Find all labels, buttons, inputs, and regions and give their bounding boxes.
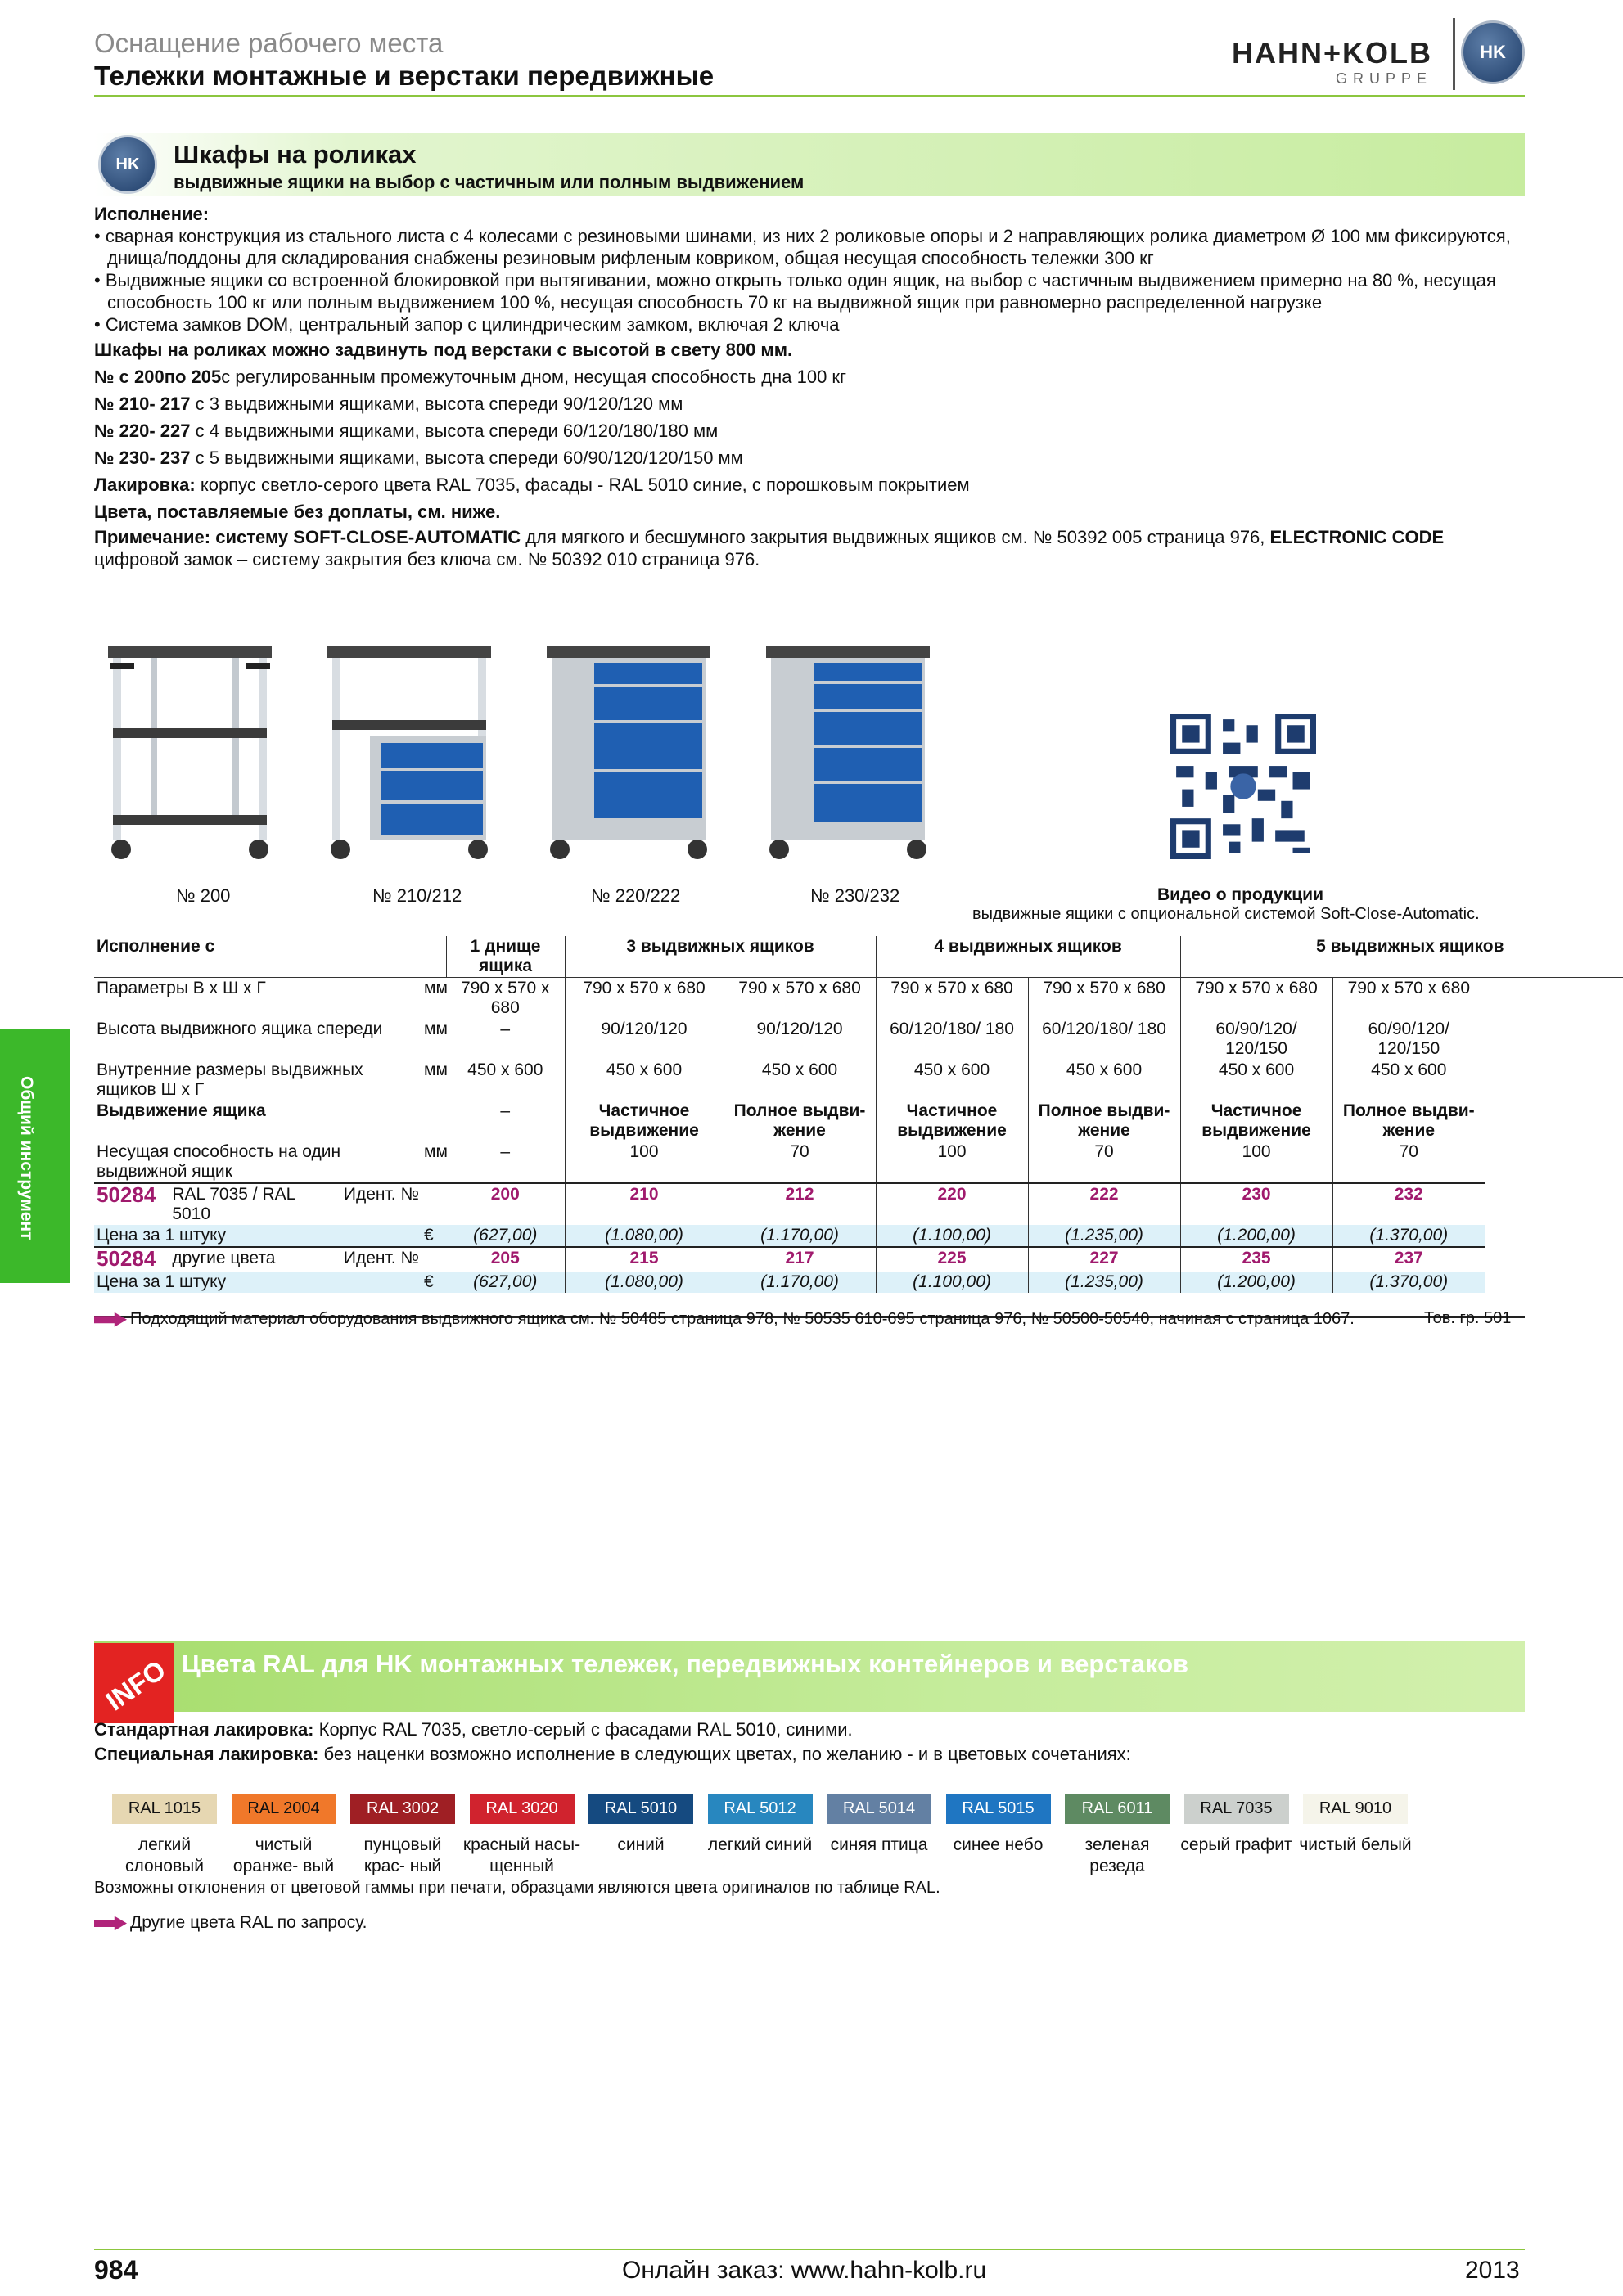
finish-text: корпус светло-серого цвета RAL 7035, фасады - RAL 5010 синие, с порошковым покрытием (195, 475, 970, 495)
spec-table (94, 936, 1623, 1293)
color-swatch-name: чистый белый (1299, 1835, 1412, 1854)
description (94, 203, 1522, 570)
product-caption: № 210/212 (372, 885, 462, 906)
table-cell: 450 x 600 (467, 1060, 543, 1079)
deviation-note: Возможны отклонения от цветовой гаммы при печати, образцами являются цвета оригиналов по таблице RAL. (94, 1879, 940, 1897)
ident-number[interactable]: 237 (1332, 1247, 1485, 1272)
ident-label: Идент. № (343, 1185, 419, 1204)
table-cell: 450 x 600 (724, 1060, 876, 1101)
colors-note: Цвета, поставляемые без доплаты, см. ниже. (94, 502, 501, 522)
ident-number[interactable]: 210 (565, 1183, 724, 1225)
table-row (94, 1060, 1623, 1101)
color-swatch-name: чистый оранже- вый (232, 1835, 335, 1875)
bullet-item: • Система замков DOM, центральный запор с цилиндрическим замком, включая 2 ключа (94, 314, 840, 335)
article-row (94, 1183, 1623, 1225)
product-caption: № 220/222 (591, 885, 681, 906)
article-cell (94, 1247, 422, 1272)
ident-number[interactable]: 235 (1180, 1247, 1332, 1272)
ident-number[interactable]: 205 (446, 1247, 565, 1272)
product-caption: № 230/232 (810, 885, 900, 906)
bullet-text: Выдвижные ящики со встроенной блокировкой при вытягивании, можно открыть только один ящик, на выбор с частичным выдвижением примерно на 80 %, несущая способность 100 кг или полным выдвижением 100 %, несущая способность 70 кг на выдвижной ящик при равномерно распределенной нагрузке (105, 270, 1496, 313)
paint-standard-text: Корпус RAL 7035, светло-серый с фасадами RAL 5010, синими. (313, 1719, 853, 1740)
price-cell: (1.080,00) (565, 1272, 724, 1293)
table-cell: – (500, 1101, 511, 1120)
price-cell: (627,00) (446, 1272, 565, 1293)
variant-number: № 230- 237 (94, 448, 191, 468)
color-variant: другие цвета (172, 1249, 276, 1267)
color-swatch: RAL 1015 (112, 1794, 217, 1824)
footer-divider (94, 2249, 1525, 2250)
unit-cell: мм (424, 1020, 448, 1038)
ident-number[interactable]: 225 (876, 1247, 1028, 1272)
table-cell: Полное выдви- жение (1028, 1101, 1180, 1141)
table-cell: 90/120/120 (724, 1019, 876, 1060)
article-cell (94, 1183, 422, 1225)
header-cell: 3 выдвижных ящиков (565, 936, 876, 978)
other-colors-note (94, 1913, 367, 1933)
product-image-cart-shelves (101, 638, 282, 867)
table-cell: 100 (565, 1141, 724, 1183)
table-cell: 790 x 570 x 680 (876, 978, 1028, 1020)
color-swatch-name: синий (617, 1835, 665, 1854)
header-cell: Исполнение с (94, 936, 446, 978)
variant-number: № 220- 227 (94, 421, 191, 441)
color-swatch-name: зеленая резеда (1084, 1835, 1150, 1875)
price-cell: (1.235,00) (1028, 1225, 1180, 1247)
finish-line (94, 474, 1522, 496)
ident-number[interactable]: 217 (724, 1247, 876, 1272)
price-row (94, 1272, 1623, 1293)
table-cell: 90/120/120 (565, 1019, 724, 1060)
footnote-text[interactable]: Подходящий материал оборудования выдвижного ящика см. № 50485 страница 978, № 50535 610-695 страница 976, № 50500-50540, начиная с страница 1067. (130, 1310, 1355, 1328)
product-caption: № 200 (176, 885, 231, 906)
color-swatch: RAL 7035 (1184, 1794, 1289, 1824)
color-swatch-name: легкий слоновый (125, 1835, 204, 1875)
table-cell: Частичное выдвижение (1180, 1101, 1332, 1141)
remark-text-2: цифровой замок – систему закрытия без ключа см. № 50392 010 страница 976. (94, 549, 760, 569)
remark (94, 526, 1522, 570)
table-cell: 60/120/180/ 180 (876, 1019, 1028, 1060)
table-header-row (94, 936, 1623, 978)
table-cell: 790 x 570 x 680 (565, 978, 724, 1020)
paint-special-label: Специальная лакировка: (94, 1744, 319, 1764)
price-cell: (1.170,00) (724, 1225, 876, 1247)
variant-text: с 4 выдвижными ящиками, высота спереди 60/120/180/180 мм (190, 421, 719, 441)
table-cell: – (500, 1020, 511, 1038)
fit-note: Шкафы на роликах можно задвинуть под верстаки с высотой в свету 800 мм. (94, 340, 793, 360)
table-cell: 450 x 600 (565, 1060, 724, 1101)
variant-number: № 210- 217 (94, 394, 191, 414)
color-swatch-name: легкий синий (707, 1835, 813, 1854)
bullet-text: сварная конструкция из стального листа с 4 колесами с резиновыми шинами, из них 2 роликовые опоры и 2 направляющих ролика диаметром Ø 100 мм фиксируются, днища/поддоны для складирования снабжены резиновым рифленым ковриком, общая несущая способность тележки 300 кг (105, 226, 1511, 268)
color-variant: RAL 7035 / RAL 5010 (172, 1185, 295, 1223)
product-image-cart-4-drawers (540, 638, 720, 867)
logo-divider (1453, 18, 1455, 90)
ident-number[interactable]: 222 (1028, 1183, 1180, 1225)
color-swatch-name: синее небо (953, 1835, 1044, 1854)
article-number: 50284 (97, 1246, 156, 1271)
header-cell: 4 выдвижных ящиков (876, 936, 1180, 978)
price-cell: (1.370,00) (1332, 1272, 1485, 1293)
color-swatch-name: серый графит (1180, 1835, 1292, 1854)
table-cell: 60/90/120/ 120/150 (1332, 1019, 1485, 1060)
price-row (94, 1225, 1623, 1247)
paint-standard (94, 1718, 1525, 1740)
color-swatch: RAL 5012 (708, 1794, 813, 1824)
variant-line (94, 420, 1522, 442)
brand-logo-text: HAHN+KOLB (1232, 36, 1433, 70)
section-label: Оснащение рабочего места (94, 28, 444, 58)
row-label: Несущая способность на один выдвижной ящик (97, 1142, 341, 1181)
table-cell: 70 (1028, 1141, 1180, 1183)
ident-number[interactable]: 232 (1332, 1183, 1485, 1225)
arrow-right-icon (94, 1312, 127, 1327)
table-row (94, 1141, 1623, 1183)
color-swatch: RAL 2004 (232, 1794, 336, 1824)
price-cell: (627,00) (446, 1225, 565, 1247)
section-title: Шкафы на роликах (174, 140, 417, 169)
row-label: Цена за 1 штуку (94, 1272, 422, 1293)
color-swatch: RAL 6011 (1065, 1794, 1170, 1824)
ident-number[interactable]: 200 (446, 1183, 565, 1225)
finish-label: Лакировка: (94, 475, 196, 495)
qr-code-icon[interactable] (1170, 714, 1316, 859)
table-cell: 60/90/120/ 120/150 (1180, 1019, 1332, 1060)
online-order-link[interactable]: Онлайн заказ: www.hahn-kolb.ru (622, 2257, 987, 2284)
table-cell: 100 (1180, 1141, 1332, 1183)
row-label: Высота выдвижного ящика спереди (97, 1020, 383, 1038)
ident-number[interactable]: 220 (876, 1183, 1028, 1225)
table-cell: Частичное выдвижение (876, 1101, 1028, 1141)
variant-text: с регулированным промежуточным дном, несущая способность дна 100 кг (221, 367, 847, 387)
remark-label-2: ELECTRONIC CODE (1269, 527, 1445, 547)
row-label: Выдвижение ящика (97, 1101, 266, 1120)
remark-text: для мягкого и бесшумного закрытия выдвижных ящиков см. № 50392 005 страница 976, (521, 527, 1270, 547)
brand-logo-icon: HK (1461, 20, 1525, 84)
section-logo-icon: HK (98, 135, 157, 194)
product-image-cart-3-drawers (321, 638, 501, 867)
product-group: Тов. гр. 501 (1424, 1309, 1512, 1327)
description-heading: Исполнение: (94, 204, 210, 224)
table-row (94, 1019, 1623, 1060)
table-cell: Частичное выдвижение (565, 1101, 724, 1141)
table-cell: 100 (876, 1141, 1028, 1183)
info-title: Цвета RAL для HK монтажных тележек, передвижных контейнеров и верстаков (182, 1650, 1189, 1678)
color-swatch: RAL 3002 (350, 1794, 455, 1824)
article-row (94, 1247, 1623, 1272)
variant-line (94, 393, 1522, 415)
header-cell: 5 выдвижных ящиков (1180, 936, 1623, 978)
color-swatch: RAL 5010 (588, 1794, 693, 1824)
brand-logo-subtext: GRUPPE (1336, 70, 1433, 87)
price-cell: (1.200,00) (1180, 1225, 1332, 1247)
table-row (94, 978, 1623, 1020)
currency-cell: € (422, 1225, 446, 1247)
table-cell: 60/120/180/ 180 (1028, 1019, 1180, 1060)
table-cell: 450 x 600 (1332, 1060, 1485, 1101)
paint-standard-label: Стандартная лакировка: (94, 1719, 314, 1740)
table-cell: 790 x 570 x 680 (1028, 978, 1180, 1020)
article-number: 50284 (97, 1182, 156, 1207)
unit-cell: мм (424, 979, 448, 997)
other-colors-text: Другие цвета RAL по запросу. (130, 1913, 367, 1932)
row-label: Внутренние размеры выдвижных ящиков Ш x Г (97, 1060, 363, 1099)
price-cell: (1.370,00) (1332, 1225, 1485, 1247)
section-subtitle: выдвижные ящики на выбор с частичным или полным выдвижением (174, 172, 805, 192)
page-title: Тележки монтажные и верстаки передвижные (94, 61, 715, 91)
price-cell: (1.200,00) (1180, 1272, 1332, 1293)
color-swatch: RAL 5015 (946, 1794, 1051, 1824)
color-swatch: RAL 9010 (1303, 1794, 1408, 1824)
row-label: Цена за 1 штуку (94, 1225, 422, 1247)
page-number: 984 (94, 2255, 138, 2285)
ident-number[interactable]: 230 (1180, 1183, 1332, 1225)
ident-label: Идент. № (343, 1249, 419, 1267)
ident-number[interactable]: 212 (724, 1183, 876, 1225)
price-cell: (1.100,00) (876, 1225, 1028, 1247)
paint-special (94, 1743, 1525, 1765)
catalog-year: 2013 (1465, 2257, 1520, 2284)
video-title: Видео о продукции (1157, 885, 1323, 904)
color-swatch: RAL 5014 (827, 1794, 931, 1824)
table-cell: 450 x 600 (1028, 1060, 1180, 1101)
side-tab-label: Общий инструмент (17, 1075, 36, 1240)
table-cell: – (500, 1142, 511, 1161)
variant-line (94, 366, 1522, 388)
row-label: Параметры В х Ш х Г (97, 979, 266, 997)
price-cell: (1.100,00) (876, 1272, 1028, 1293)
bullet-item: • сварная конструкция из стального листа с 4 колесами с резиновыми шинами, из них 2 роликовые опоры и 2 направляющих ролика диаметром Ø 100 мм фиксируются, днища/поддоны для складирования снабжены резиновым рифленым ковриком, общая несущая способность тележки 300 кг (94, 226, 1511, 268)
table-cell: 450 x 600 (876, 1060, 1028, 1101)
footnote (94, 1309, 1387, 1329)
table-cell: 790 x 570 x 680 (1332, 978, 1485, 1020)
table-cell: 790 x 570 x 680 (460, 979, 550, 1017)
ident-number[interactable]: 215 (565, 1247, 724, 1272)
table-cell: 70 (724, 1141, 876, 1183)
table-cell: 790 x 570 x 680 (1180, 978, 1332, 1020)
table-cell: 70 (1332, 1141, 1485, 1183)
remark-label: Примечание: систему SOFT-CLOSE-AUTOMATIC (94, 527, 521, 547)
variant-text: с 5 выдвижными ящиками, высота спереди 60/90/120/120/150 мм (190, 448, 743, 468)
unit-cell: мм (424, 1142, 448, 1161)
paint-special-text: без наценки возможно исполнение в следующих цветах, по желанию - и в цветовых сочетаниях: (318, 1744, 1131, 1764)
ident-number[interactable]: 227 (1028, 1247, 1180, 1272)
color-swatch-name: красный насы- щенный (462, 1835, 581, 1875)
info-icon-text: INFO (101, 1654, 172, 1717)
video-text: выдвижные ящики с опциональной системой Soft-Close-Automatic. (972, 905, 1480, 923)
color-swatch: RAL 3020 (470, 1794, 575, 1824)
arrow-right-icon (94, 1916, 127, 1930)
variant-text: с 3 выдвижными ящиками, высота спереди 90/120/120 мм (190, 394, 683, 414)
bullet-item: • Выдвижные ящики со встроенной блокировкой при вытягивании, можно открыть только один ящик, на выбор с частичным выдвижением примерно на 80 %, несущая способность 100 кг или полным выдвижением 100 %, несущая способность 70 кг на выдвижной ящик при равномерно распределенной нагрузке (94, 270, 1496, 313)
table-cell: Полное выдви- жение (1332, 1101, 1485, 1141)
color-swatch-name: синяя птица (830, 1835, 928, 1854)
price-cell: (1.235,00) (1028, 1272, 1180, 1293)
price-cell: (1.170,00) (724, 1272, 876, 1293)
variant-number: № с 200по 205 (94, 367, 222, 387)
unit-cell: мм (424, 1060, 448, 1079)
table-cell: Полное выдви- жение (724, 1101, 876, 1141)
currency-cell: € (422, 1272, 446, 1293)
table-cell: 450 x 600 (1180, 1060, 1332, 1101)
bullet-text: Система замков DOM, центральный запор с цилиндрическим замком, включая 2 ключа (105, 314, 840, 335)
header-divider (94, 95, 1525, 97)
variant-line (94, 447, 1522, 469)
price-cell: (1.080,00) (565, 1225, 724, 1247)
info-icon (94, 1643, 174, 1723)
color-swatch-name: пунцовый крас- ный (363, 1835, 442, 1875)
table-cell: 790 x 570 x 680 (724, 978, 876, 1020)
table-row (94, 1101, 1623, 1141)
header-cell: 1 днище ящика (446, 936, 565, 978)
product-image-cart-5-drawers (760, 638, 940, 867)
